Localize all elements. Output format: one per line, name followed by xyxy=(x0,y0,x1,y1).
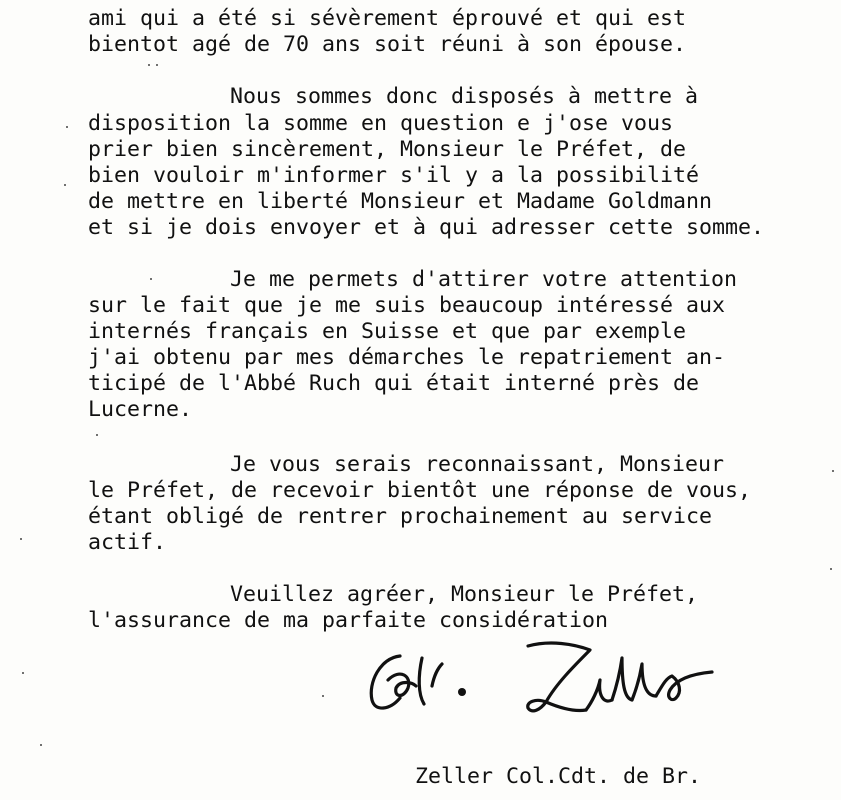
letter-line: ticipé de l'Abbé Ruch qui était interné près de xyxy=(88,371,700,396)
paper-speck xyxy=(322,695,324,697)
letter-line: bien vouloir m'informer s'il y a la possibilité xyxy=(88,163,700,188)
paper-speck xyxy=(148,64,150,66)
paper-speck xyxy=(64,184,66,186)
paper-speck xyxy=(20,538,22,540)
letter-line: de mettre en liberté Monsieur et Madame Goldmann xyxy=(88,189,713,214)
letter-line: sur le fait que je me suis beaucoup intéressé aux xyxy=(88,293,726,318)
paper-speck xyxy=(22,672,24,674)
letter-line: prier bien sincèrement, Monsieur le Préfet, de xyxy=(88,137,687,162)
letter-line: internés français en Suisse et que par exemple xyxy=(88,319,687,344)
paper-speck xyxy=(66,126,68,128)
paper-speck xyxy=(830,568,832,570)
paper-speck xyxy=(832,470,834,472)
paper-speck xyxy=(156,64,158,66)
handwritten-signature xyxy=(360,628,740,738)
letter-line: j'ai obtenu par mes démarches le repatriement an- xyxy=(88,345,726,370)
letter-line: Nous sommes donc disposés à mettre à xyxy=(230,84,699,109)
signature-caption: Zeller Col.Cdt. de Br. xyxy=(415,764,702,789)
paper-speck xyxy=(40,744,42,746)
paper-speck xyxy=(150,278,152,280)
letter-line: bientot agé de 70 ans soit réuni à son épouse. xyxy=(88,32,687,57)
letter-line: l'assurance de ma parfaite considération xyxy=(88,608,609,633)
letter-line: et si je dois envoyer et à qui adresser cette somme. xyxy=(88,215,765,240)
letter-line: Je vous serais reconnaissant, Monsieur xyxy=(230,452,725,477)
letter-line: Lucerne. xyxy=(88,397,193,422)
letter-line: actif. xyxy=(88,530,167,555)
letter-line: Veuillez agréer, Monsieur le Préfet, xyxy=(230,582,699,607)
letter-line: étant obligé de rentrer prochainement au service xyxy=(88,504,713,529)
letter-line: ami qui a été si sévèrement éprouvé et qui est xyxy=(88,6,687,31)
letter-line: Je me permets d'attirer votre attention xyxy=(230,267,738,292)
paper-speck xyxy=(96,434,98,436)
letter-line: disposition la somme en question e j'ose vous xyxy=(88,111,674,136)
letter-line: le Préfet, de recevoir bientôt une réponse de vous, xyxy=(88,478,752,503)
